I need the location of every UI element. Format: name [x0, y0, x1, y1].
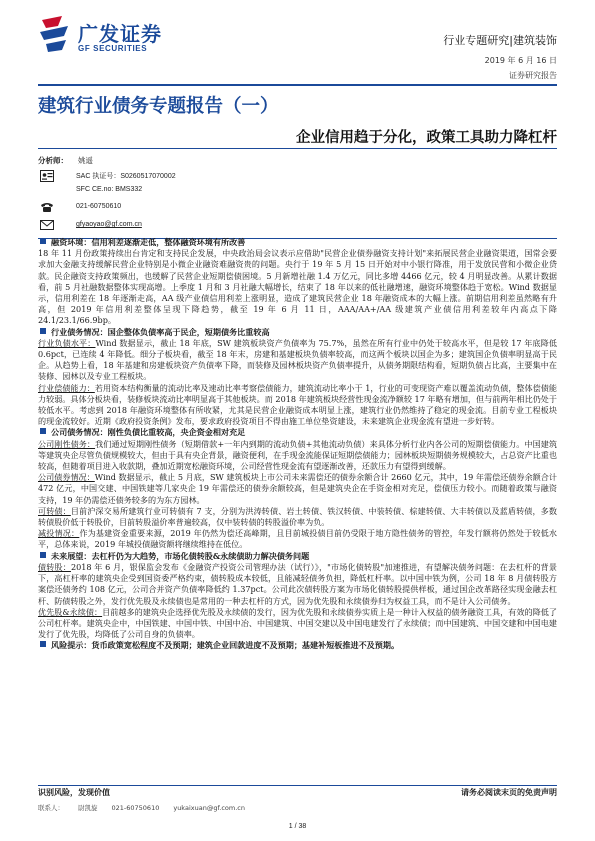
paragraph-text: 作为基建资金重要来源，2019 年仍然为偿还高峰期，且目前城投债目前仍受限于地方隐性债务的管控，年发行额将仍然处于较低水平，总体来说，2019 年城投债融资额将继续维持在低位。 — [38, 528, 557, 550]
phone-icon — [40, 201, 54, 213]
contact-label: 联系人： — [38, 804, 64, 812]
contact-name: 尉凯旋 — [78, 804, 98, 812]
company-logo — [38, 14, 188, 60]
analyst-label: 分析师： — [38, 156, 68, 165]
analyst-email-link[interactable]: gfyaoyao@gf.com.cn — [76, 221, 142, 228]
analyst-email[interactable] — [76, 221, 142, 228]
body-paragraph — [38, 248, 557, 326]
analyst-sac: SAC 执证号：S0260517070002 — [76, 173, 176, 180]
analyst-sfc: SFC CE.no: BMS332 — [76, 186, 143, 193]
paragraph-text: Wind 数据显示，截止 18 年底，SW 建筑板块资产负债率为 75.7%，虽然在所有行业中仍处于较高水平，但是较 17 年底降低 0.6pct，已连续 4 年降低。细分子板块看，截至 18 年末，房建和基建板块负债率较高，而这两个板块以国企为多；建筑国企负债率明显高于民企。从趋势上看，18 年基建和房建板块资产负债率下降，而装修及园林板块资产负债率提升，从债务期限结构看，短期负债占比高，主要集中在装修、园林以及专业工程板块。 — [38, 337, 557, 382]
section-heading-text: 行业债务情况：国企整体负债率高于民企，短期债务比重较高 — [51, 326, 270, 337]
paragraph-lead: 公司债券情况： — [38, 472, 95, 483]
section-heading — [38, 640, 557, 651]
section-heading-text: 公司债务情况：刚性负债比重较高，央企资金相对充足 — [51, 427, 246, 438]
report-subtitle: 企业信用趋于分化，政策工具助力降杠杆 — [296, 130, 557, 146]
report-category: 行业专题研究|建筑装饰 — [443, 34, 557, 47]
paragraph-lead: 行业偿债能力： — [38, 382, 95, 393]
report-date: 2019 年 6 月 16 日 — [484, 56, 557, 65]
body-paragraph — [38, 383, 557, 428]
body-paragraph — [38, 562, 557, 607]
report-meta — [443, 32, 557, 81]
analyst-name: 姚遥 — [78, 156, 93, 165]
footer-slogan: 识别风险，发现价值 — [38, 788, 110, 797]
paragraph-text: 若用资本结构衡量的流动比率及速动比率考察偿债能力，建筑流动比率小于 1，行业的可变现资产难以覆盖流动负债，整体偿债能力较弱。具体分板块看，装修板块流动比率明显高于其他板块。而 2018 年建筑板块经营性现金流净额较 17 年略有增加，但与前两年相比仍处于较低水平。考虑到 2018 年融资环境整体有所收紧，尤其是民营企业融资成本明显上涨，建筑行业仍然维持了稳定的现金流。目前专业工程板块的现金流较好。近期《政府投资条例》发布，要求政府投资项目不得由施工单位垫资建设，未来建筑企业现金流有望进一步好转。 — [38, 382, 557, 427]
bullet-square-icon — [40, 552, 46, 558]
paragraph-text: 2018 年 6 月，银保监会发布《金融资产投资公司管理办法（试行）》，"市场化债转股"加速推进，有望解决债务问题：在去杠杆的背景下，高杠杆率的建筑央企受到国资委严格约束，债转股成本较低，且能减轻债务负担，降低杠杆率。以中国中铁为例，公司 18 年 8 月债转股方案偿还债务约 108 亿元，公司合并资产负债率降低约 1.37pct。公司此次债转股方案为市场化债转股提供样板，通过国企改革路径实现金融去杠杆、防债转股之外，发行优先股及永续债也是常用的一种去杠杆的方式，因为优先股和永续债券归为权益工具，而不是计入公司债务。 — [38, 561, 557, 606]
bullet-square-icon — [40, 238, 46, 244]
section-heading — [38, 327, 557, 338]
footer-disclaimer: 请务必阅读末页的免责声明 — [461, 788, 557, 797]
section-heading-text: 未来展望：去杠杆仍为大趋势，市场化债转股&永续债助力解决债务问题 — [51, 550, 310, 561]
section-heading — [38, 427, 557, 438]
paragraph-text: 我们通过短期刚性债务（短期借款+一年内到期的流动负债+其他流动负债）来具体分析行业内各公司的短期偿债能力。中国建筑等建筑央企尽管负债规模较大，但由于具有央企背景，融资便利，在手现金流能保证短期偿债能力；园林板块短期债务规模较大，占总资产比重也较高，但随着项目进入收款期，叠加近期宽松融资环境，公司经营性现金流有望逐渐改善，还款压力有望得到缓解。 — [38, 438, 557, 472]
paragraph-lead: 行业负债水平： — [38, 337, 96, 348]
contact-phone: 021-60750610 — [111, 804, 160, 812]
id-card-icon — [40, 170, 54, 182]
paragraph-text: Wind 数据显示，截止 5 月底，SW 建筑板块上市公司未来需偿还的债券余额合计 2660 亿元，其中，19 年需偿还债券余额合计 472 亿元，中国交建、中国铁建等几家央企 19 年需偿还的债券余额较高，但是建筑央企在手资金相对充足，偿债压力较小。而随着政策与融资支持，19 年仍需偿还债务较多的为东方园林。 — [38, 472, 557, 505]
report-summary — [38, 237, 557, 652]
section-heading-text: 融资环境：信用利差逐渐走低，整体融资环境有所改善 — [51, 237, 246, 247]
paragraph-text: 目前沪深交易所建筑行业可转债有 7 支，分别为洪涛转债、岩土转债、铁汉转债、中装转债、棕建转债、大丰转债以及蓝盾转债，多数转债股价低于转股价，目前转股溢价率普遍较高，仅中装转债的转股溢价率为负。 — [38, 505, 557, 528]
body-paragraph — [38, 338, 557, 383]
footer-divider — [38, 785, 557, 786]
bullet-square-icon — [40, 641, 46, 647]
report-type: 证券研究报告 — [509, 71, 557, 80]
contact-email[interactable]: yukaixuan@gf.com.cn — [173, 804, 245, 812]
analyst-phone: 021-60750610 — [76, 203, 122, 210]
report-title: 建筑行业债务专题报告（一） — [38, 96, 279, 117]
body-paragraph — [38, 607, 557, 641]
mail-icon — [40, 219, 54, 231]
header-divider — [38, 84, 557, 86]
paragraph-lead: 可转债： — [38, 505, 71, 516]
page-number: 1 / 38 — [288, 823, 307, 830]
paragraph-lead: 减投情况： — [38, 528, 80, 539]
body-paragraph — [38, 472, 557, 506]
paragraph-lead: 优先股&永续债： — [38, 606, 103, 617]
section-heading — [38, 551, 557, 562]
body-paragraph — [38, 528, 557, 550]
section-heading-text: 风险提示：货币政策宽松程度不及预期；建筑企业回款进度不及预期；基建补短板推进不及预期。 — [51, 640, 400, 651]
paragraph-lead: 公司刚性债务： — [38, 438, 96, 449]
paragraph-text: 18 年 11 月份政策持续出台肯定和支持民企发展，中央政治局会议表示应借助"民营企业债券融资支持计划"来拓展民营企业融资渠道，国常会要求加大金融支持缓解民营企业特别是小微企业融资难融资贵的问题。央行于 19 年 5 月 15 日开始对中小银行降准，用于发放民营和小微企业贷款。民企融资支持政策频出，也缓解了民营企业短期偿债困境。5 月新增社融 1.4 万亿元，同比多增 4466 亿元，较 4 月明显改善。从累计数据看，前 5 月社融数据整体实现高增。上季度 1 月和 3 月社融大幅增长，结束了 18 年以来的低社融增速，融资环境整体趋于宽松。Wind 数据显示，信用利差在 18 年逐渐走高，AA 级产业债信用利差上涨明显，造成了建筑民营企业 18 年融资成本的大幅上涨。前期信用利差虽然略有升高，但 2019 年信用利差整体呈现下降趋势，截至 19 年 6 月 11 日，AAA/AA+/AA 级建筑产业债信用利差较年内高点下降 24.1/23.1/66.9bp。 — [38, 248, 557, 326]
body-paragraph — [38, 506, 557, 528]
logo-text-cn: 广发证券 — [78, 22, 162, 46]
section-heading — [38, 237, 557, 248]
title-divider — [38, 148, 557, 149]
paragraph-text: 目前越多的建筑央企选择优先股及永续债的发行，因为优先股和永续债券实质上是一种计入权益的债务融资工具，有效的降低了公司杠杆率。建筑央企中，中国铁建、中国中铁、中国中冶、中国建筑、中国交建以及中国电建发行了永续债；而中国建筑、中国交建和中国电建发行了优先股，均降低了公司自身的负债率。 — [38, 606, 557, 640]
logo-mark-icon — [38, 14, 74, 54]
body-paragraph — [38, 439, 557, 473]
paragraph-lead: 债转股： — [38, 561, 71, 572]
footer-contact — [38, 803, 259, 812]
logo-text-en: GF SECURITIES — [78, 44, 148, 53]
bullet-square-icon — [40, 328, 46, 334]
bullet-square-icon — [40, 428, 46, 434]
